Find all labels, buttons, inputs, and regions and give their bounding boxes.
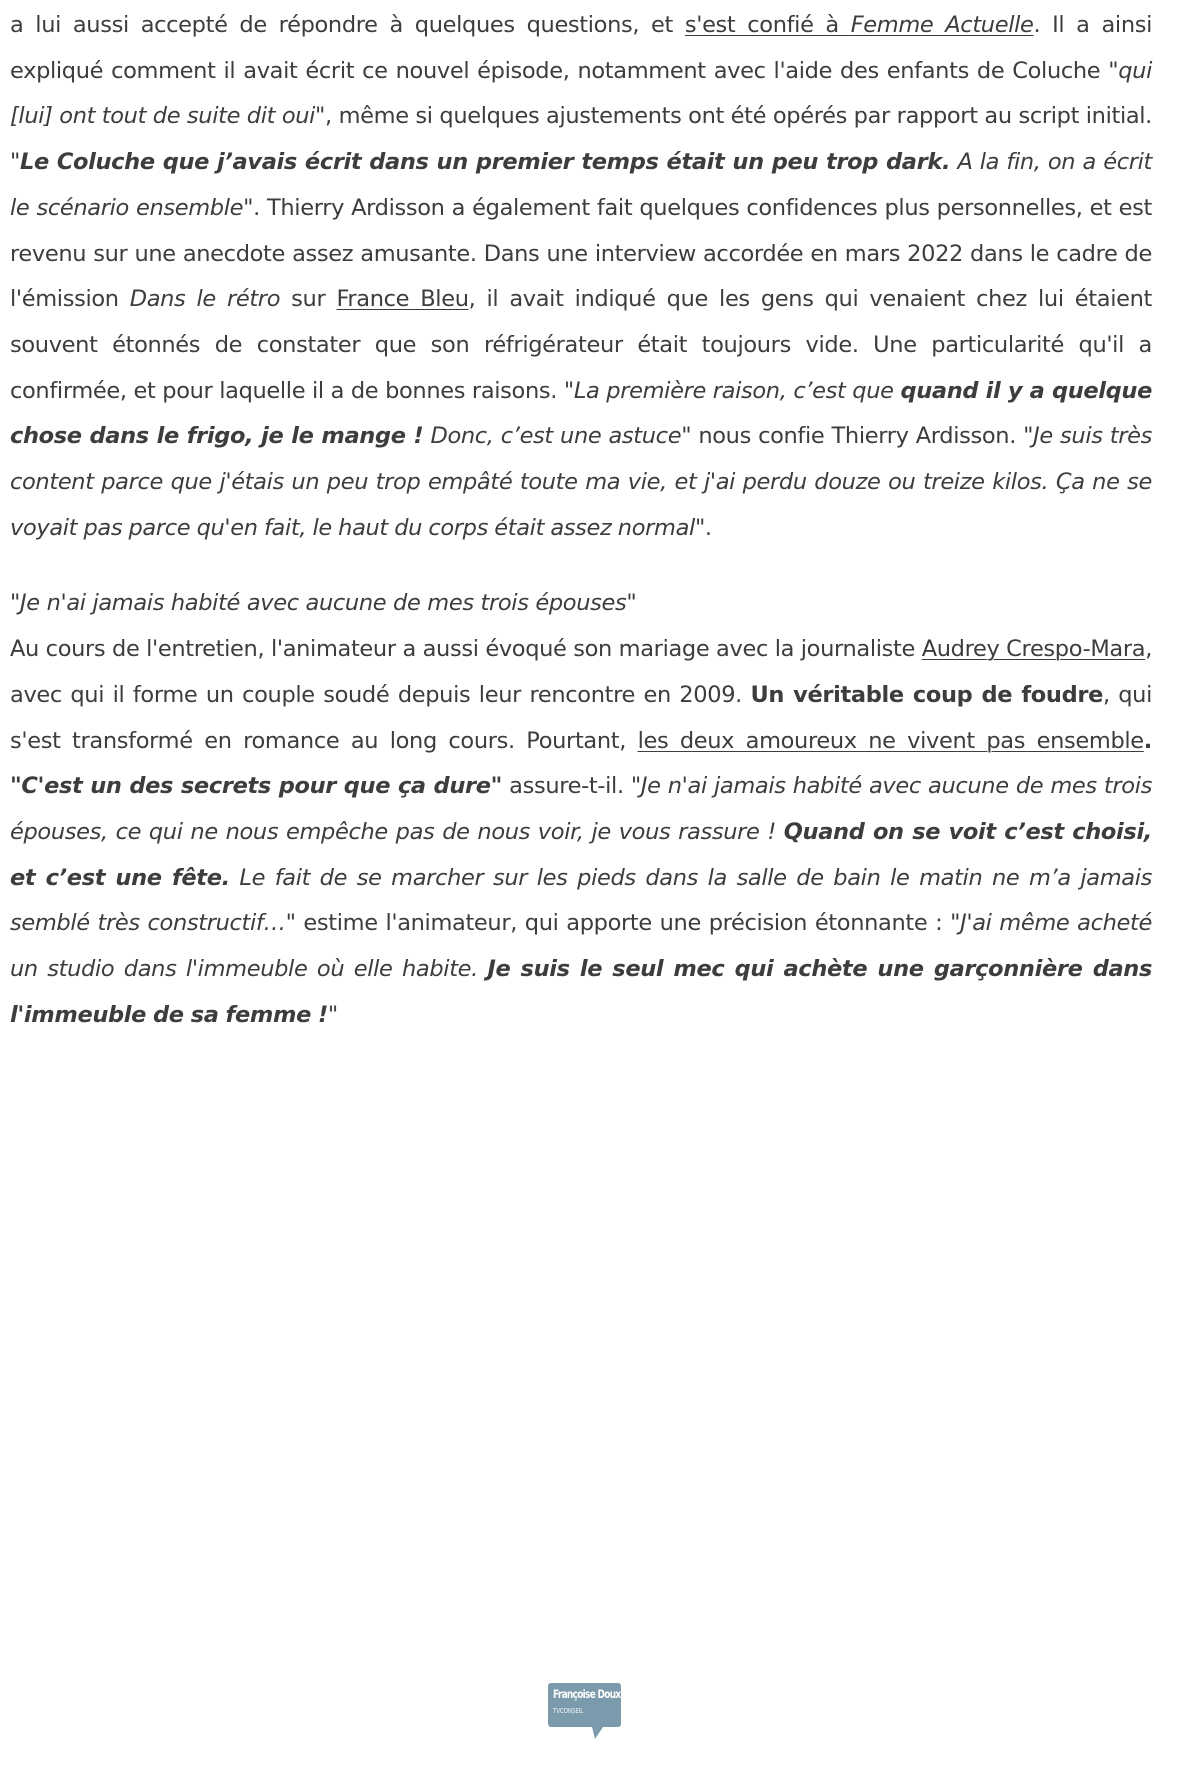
article-body [10,3,1152,1038]
quote-bold-italic: Quand on se voit c’est choisi, et c’est une fête. [10,818,1153,891]
quote-bold-italic: Je suis le seul mec qui achète une garçonnière dans l'immeuble de sa femme ! [10,956,1152,1028]
text-run: , avec qui il forme un couple soudé depuis leur rencontre en 2009. [10,636,1152,708]
text-run: " nous confie Thierry Ardisson. " [681,423,1034,450]
text-run: , il avait indiqué que les gens qui venaient chez lui étaient souvent étonnés de constater que son réfrigérateur était toujours vide. Une particularité qu'il a confirmée, et pour laquelle il a de bonnes raisons. " [10,286,1152,404]
text-run: assure-t-il. " [502,773,641,800]
link-audrey-crespo-mara[interactable]: Audrey Crespo-Mara [921,636,1146,663]
quote-bold-italic: quand il y a quelque chose dans le frigo, je le mange ! [10,377,1152,450]
quote-italic: Je n'ai jamais habité avec aucune de mes trois épouses, ce qui ne nous empêche pas de nous voir, je vous rassure ! [10,773,1152,845]
quote-italic: La première raison, c’est que [573,377,901,404]
link-text: s'est confié à [684,12,851,38]
section-subheading [10,581,1152,627]
paragraph-marriage [10,627,1152,1038]
text-run: " [327,1001,338,1028]
quote-italic: J'ai même acheté un studio dans l'immeuble où elle habite. [10,910,1153,983]
quote-italic: qui [lui] ont tout de suite dit oui [10,57,1152,130]
text-run: . Il a ainsi expliqué comment il avait écrit ce nouvel épisode, notamment avec l'aide des enfants de Coluche " [10,12,1152,84]
link-femme-actuelle[interactable] [685,12,1034,38]
emphasis-bold: . [1143,727,1152,754]
link-text-italic: Femme Actuelle [850,12,1034,38]
quote-italic: Donc, c’est une astuce [423,423,682,450]
quote-italic: Le fait de se marcher sur les pieds dans la salle de bain le matin ne m’a jamais semblé très constructif… [10,864,1152,937]
text-run: ", même si quelques ajustements ont été opérés par rapport au script initial. " [10,103,1152,176]
quote-bold-italic: Le Coluche que j’avais écrit dans un premier temps était un peu trop dark. [20,149,951,176]
subheading-text: Je n'ai jamais habité avec aucune de mes trois épouses [20,590,627,617]
subheading-close-quote: " [626,590,637,617]
quote-bold-italic: "C'est un des secrets pour que ça dure" [10,773,503,800]
text-run: Au cours de l'entretien, l'animateur a aussi évoqué son mariage avec la journaliste [10,636,922,663]
quote-italic: A la fin, on a écrit le scénario ensemble [10,149,1152,221]
logo-subtitle: TVCONSEIL [553,1707,584,1715]
text-run: " estime l'animateur, qui apporte une précision étonnante : " [285,910,961,937]
emphasis-bold: Un véritable coup de foudre [750,681,1103,708]
text-run: sur [280,286,337,313]
text-run: , qui s'est transformé en romance au long cours. Pourtant, [10,681,1152,754]
text-run: a lui aussi accepté de répondre à quelques questions, et [10,12,685,38]
paragraph-spacer [10,551,1152,581]
text-run: ". Thierry Ardisson a également fait quelques confidences plus personnelles, et est revenu sur une anecdote assez amusante. Dans une interview accordée en mars 2022 dans le cadre de l'émission [10,194,1152,313]
text-run: ". [694,514,712,541]
subheading-open-quote: " [10,590,20,617]
paragraph-ardisson-interview [10,3,1152,551]
logo-name: Françoise Doux [553,1687,621,1701]
link-france-bleu[interactable]: France Bleu [336,286,469,313]
quote-italic: Je suis très content parce que j'étais un peu trop empâté toute ma vie, et j'ai perdu douze ou treize kilos. Ça ne se voyait pas parce qu'en fait, le haut du corps était assez normal [10,423,1152,541]
link-ne-vivent-pas-ensemble[interactable]: les deux amoureux ne vivent pas ensemble [637,727,1144,754]
francoise-doux-logo [548,1683,621,1727]
show-title-italic: Dans le rétro [129,286,281,313]
